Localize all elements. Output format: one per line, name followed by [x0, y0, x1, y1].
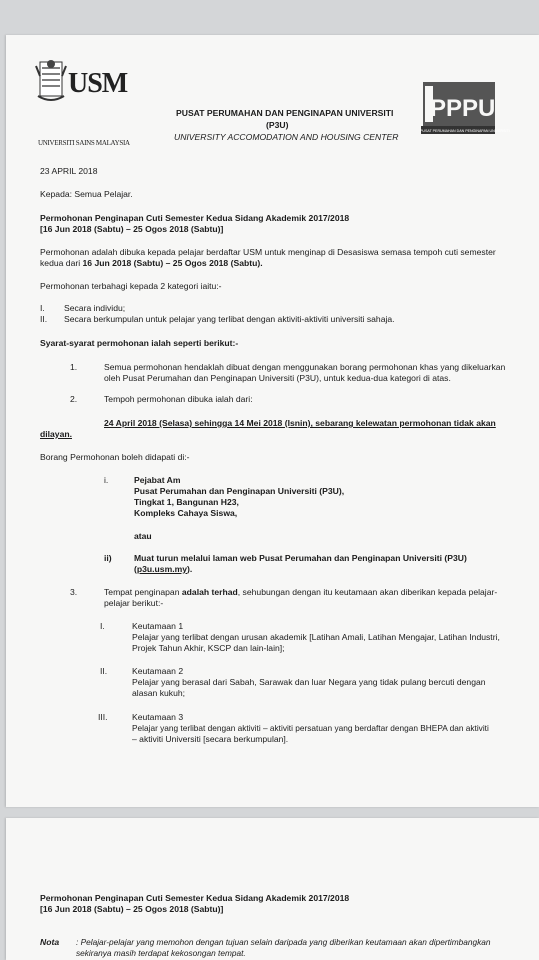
location-ii-line2: (p3u.usm.my).	[134, 564, 193, 574]
pppu-logo	[421, 82, 495, 134]
priority-2-number: II.	[100, 666, 108, 676]
header-title-line3: UNIVERSITY ACCOMODATION AND HOUSING CENTER	[174, 132, 399, 142]
letter-addressee: Kepada: Semua Pelajar.	[40, 189, 133, 199]
category-1-text: Secara individu;	[64, 303, 126, 313]
priority-1-line1: Pelajar yang terlibat dengan urusan akademik [Latihan Amali, Latihan Mengajar, Latihan Industri,	[132, 632, 500, 642]
location-ii-line1: Muat turun melalui laman web Pusat Perumahan dan Penginapan Universiti (P3U)	[134, 553, 467, 563]
location-i-line4: Kompleks Cahaya Siswa,	[134, 508, 238, 518]
category-1-number: I.	[40, 303, 45, 313]
priority-3-number: III.	[98, 712, 108, 722]
priority-3-title: Keutamaan 3	[132, 712, 184, 722]
note-line2: sekiranya masih terdapat kekosongan tempat.	[76, 948, 246, 958]
category-2-text: Secara berkumpulan untuk pelajar yang terlibat dengan aktiviti-aktiviti universiti sahaja.	[64, 314, 395, 324]
item2-line1: Tempoh permohonan dibuka ialah dari:	[104, 394, 253, 404]
usm-crest-icon	[36, 60, 66, 100]
intro-line1: Permohonan adalah dibuka kepada pelajar berdaftar USM untuk menginap di Desasiswa semasa tempoh cuti semester	[40, 247, 496, 257]
usm-logo-text: USM	[68, 68, 128, 99]
priority-2-line2: alasan kukuh;	[132, 688, 186, 698]
subject-line1: Permohonan Penginapan Cuti Semester Kedua Sidang Akademik 2017/2018	[40, 213, 350, 223]
priority-1-line2: Projek Tahun Akhir, KSCP dan lain-lain];	[132, 643, 285, 653]
usm-logo	[34, 56, 128, 114]
p3u-website-link[interactable]: p3u.usm.my	[136, 564, 188, 574]
page2-subject-line1: Permohonan Penginapan Cuti Semester Kedua Sidang Akademik 2017/2018	[40, 893, 350, 903]
item3-line1: Tempat penginapan adalah terhad, sehubungan dengan itu keutamaan akan diberikan kepada pelajar-	[104, 587, 498, 597]
pppu-caption: PUSAT PERUMAHAN DAN PENGINAPAN UNIVERSITI	[420, 129, 510, 133]
priority-3-line1: Pelajar yang terlibat dengan aktiviti – aktiviti persatuan yang berdaftar dengan BHEPA dan aktiviti	[132, 723, 489, 733]
item1-number: 1.	[70, 362, 78, 372]
header-title-line2: (P3U)	[266, 120, 289, 130]
period-line1: 24 April 2018 (Selasa) sehingga 14 Mei 2018 (Isnin), sebarang kelewatan permohonan tidak akan	[104, 418, 496, 428]
priority-1-number: I.	[100, 621, 105, 631]
usm-caption: UNIVERSITI SAINS MALAYSIA	[38, 139, 130, 147]
item2-number: 2.	[70, 394, 78, 404]
intro-line2: kedua dari 16 Jun 2018 (Sabtu) – 25 Ogos 2018 (Sabtu).	[40, 258, 263, 268]
priority-2-line1: Pelajar yang berasal dari Sabah, Sarawak dan luar Negara yang tidak pulang bercuti dengan	[132, 677, 486, 687]
location-ii-number: ii)	[104, 553, 112, 563]
item1-line2: oleh Pusat Perumahan dan Penginapan Universiti (P3U), untuk kedua-dua kategori di atas.	[104, 373, 451, 383]
page2-subject-line2: [16 Jun 2018 (Sabtu) – 25 Ogos 2018 (Sabtu)]	[40, 904, 224, 914]
priority-2-title: Keutamaan 2	[132, 666, 184, 676]
pppu-logo-text: PPPU	[430, 95, 496, 122]
letter-date: 23 APRIL 2018	[40, 166, 98, 176]
forms-intro: Borang Permohonan boleh didapati di:-	[40, 452, 190, 462]
item3-number: 3.	[70, 587, 78, 597]
period-line2: dilayan.	[40, 429, 72, 439]
priority-1-title: Keutamaan 1	[132, 621, 184, 631]
location-i-line3: Tingkat 1, Bangunan H23,	[134, 497, 239, 507]
header-title-line1: PUSAT PERUMAHAN DAN PENGINAPAN UNIVERSITI	[176, 108, 394, 118]
item1-line1: Semua permohonan hendaklah dibuat dengan menggunakan borang permohonan khas yang dikeluarkan	[104, 362, 506, 372]
conditions-heading: Syarat-syarat permohonan ialah seperti berikut:-	[40, 338, 239, 348]
location-i-line2: Pusat Perumahan dan Penginapan Universiti (P3U),	[134, 486, 345, 496]
location-i-number: i.	[104, 475, 109, 485]
category-2-number: II.	[40, 314, 48, 324]
priority-3-line2: – aktiviti Universiti [secara berkumpulan].	[132, 734, 289, 744]
note-line1: : Pelajar-pelajar yang memohon dengan tujuan selain daripada yang diberikan keutamaan akan dipertimbangkan	[76, 937, 491, 947]
item3-line2: pelajar berikut:-	[104, 598, 164, 608]
subject-line2: [16 Jun 2018 (Sabtu) – 25 Ogos 2018 (Sabtu)]	[40, 224, 224, 234]
note-label: Nota	[40, 937, 60, 947]
categories-intro: Permohonan terbahagi kepada 2 kategori iaitu:-	[40, 281, 222, 291]
location-i-line1: Pejabat Am	[134, 475, 181, 485]
or-text: atau	[134, 531, 152, 541]
